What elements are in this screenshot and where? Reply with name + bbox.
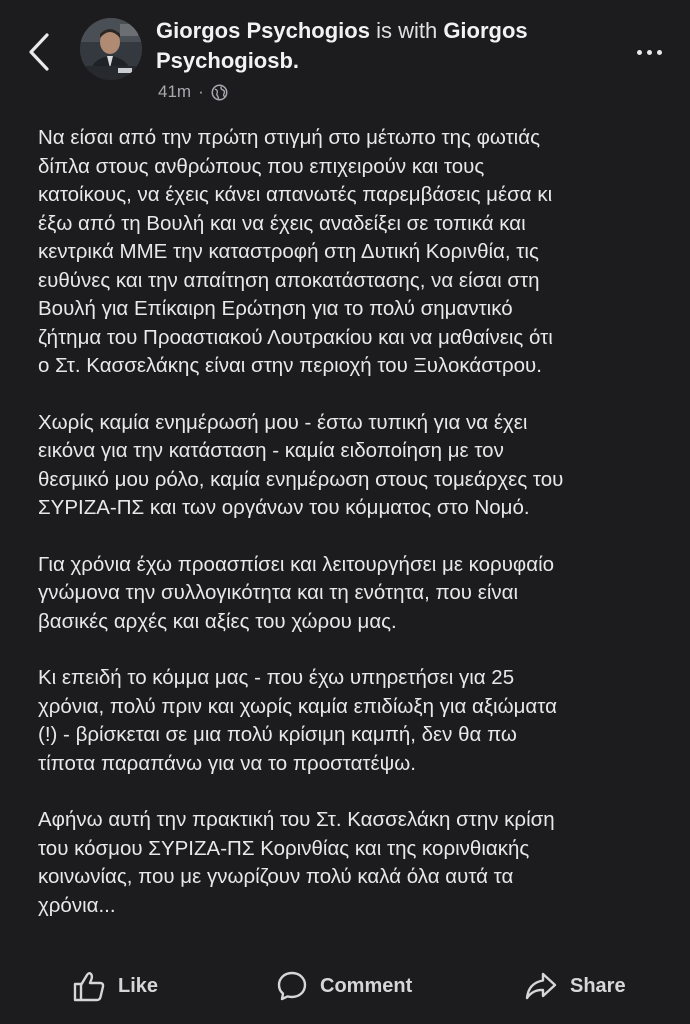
like-button[interactable] [72, 966, 158, 1006]
post-paragraph: Να είσαι από την πρώτη στιγμή στο μέτωπο της φωτιάς δίπλα στους ανθρώπους που επιχειρούν και τους κατοίκους, να έχεις κάνει απανωτές παρεμβάσεις μέσα κι έξω από τη Βουλή και να έχεις αναδείξει σε τοπικά και κεντρικά ΜΜΕ την καταστροφή στη Δυτική Κορινθία, τις ευθύνες και την απαίτηση αποκατάστασης, να είσαι στη Βουλή για Επίκαιρη Ερώτηση για το πολύ σημαντικό ζήτημα του Προαστιακού Λουτρακίου και να μαθαίνεις ότι ο Στ. Κασσελάκης είναι στην περιοχή του Ξυλοκάστρου. [38, 126, 553, 377]
meta-separator: · [198, 82, 204, 101]
comment-label: Comment [320, 974, 413, 997]
post-paragraph: Για χρόνια έχω προασπίσει και λειτουργήσει με κορυφαίο γνώμονα την συλλογικότητα και τη ενότητα, που είναι βασικές αρχές και αξίες του χώρου μας. [38, 552, 555, 633]
with-text: is with [376, 18, 438, 43]
action-bar [0, 958, 690, 1012]
avatar-photo [80, 18, 142, 80]
tagged-name[interactable]: Giorgos Psychogiosb. [156, 18, 528, 73]
post-paragraph: Κι επειδή το κόμμα μας - που έχω υπηρετήσει για 25 χρόνια, πολύ πριν και χωρίς καμία επιδίωξη για αξιώματα (!) - βρίσκεται σε μια πολύ κρίσιμη καμπή, δεν θα πω τίποτα παραπάνω για να το προστατέψω. [38, 666, 557, 775]
post-text [38, 124, 668, 948]
author-line [156, 16, 596, 76]
avatar[interactable] [80, 18, 142, 80]
comment-button[interactable] [276, 966, 412, 1006]
more-dots-icon [637, 50, 642, 55]
timestamp[interactable]: 41m [158, 82, 192, 101]
thumbs-up-icon [72, 970, 106, 1002]
like-label: Like [118, 974, 159, 997]
back-button[interactable] [22, 30, 56, 74]
share-arrow-icon [524, 971, 558, 1001]
chevron-left-icon [27, 32, 51, 72]
share-label: Share [570, 974, 626, 997]
globe-icon [211, 84, 228, 101]
post-paragraph: Αφήνω αυτή την πρακτική του Στ. Κασσελάκη στην κρίση του κόσμου ΣΥΡΙΖΑ-ΠΣ Κορινθίας και της κορινθιακής κοινωνίας, που με γνωρίζουν πολύ καλά όλα αυτά τα χρόνια... [38, 808, 555, 917]
post-paragraph: Χωρίς καμία ενημέρωσή μου - έστω τυπική για να έχει εικόνα για την κατάσταση - καμία ειδοποίηση με τον θεσμικό μου ρόλο, καμία ενημέρωση στους τομεάρχες του ΣΥΡΙΖΑ-ΠΣ και των οργάνων του κόμματος στο Νομό. [38, 410, 564, 519]
post-meta [158, 82, 228, 102]
author-name[interactable]: Giorgos Psychogios [156, 18, 370, 43]
more-options-button[interactable] [634, 40, 664, 64]
share-button[interactable] [524, 966, 626, 1006]
comment-icon [276, 970, 308, 1002]
post-header [0, 0, 690, 110]
